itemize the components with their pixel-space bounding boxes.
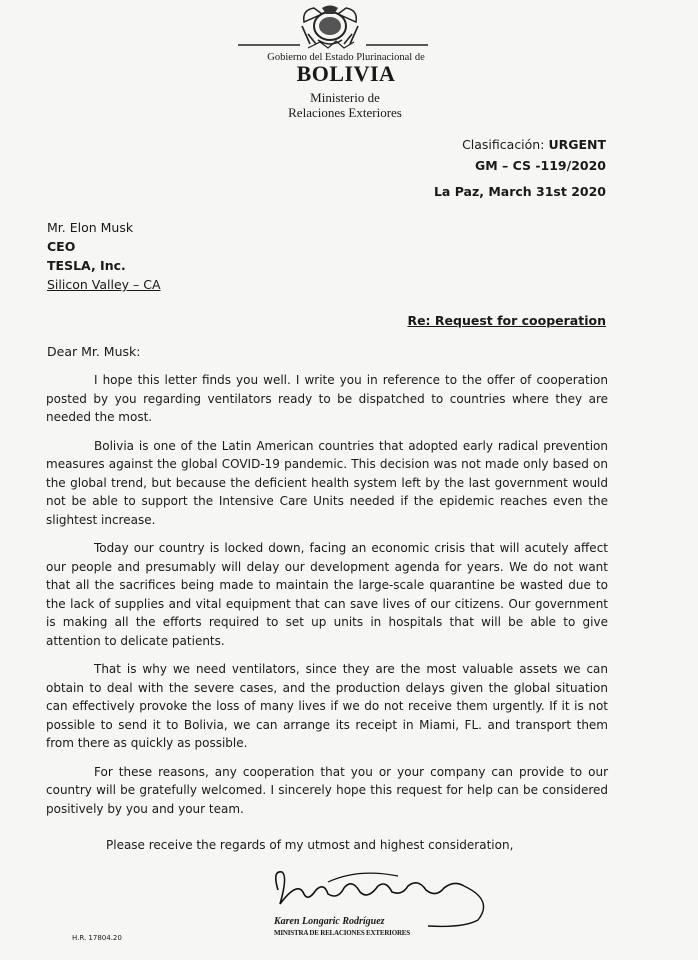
country-name: BOLIVIA [296,61,396,86]
letter-date: La Paz, March 31st 2020 [433,184,606,199]
header-ornament-icon [238,38,428,52]
recipient-location: Silicon Valley – CA [47,277,161,292]
signatory-title: MINISTRA DE RELACIONES EXTERIORES [274,929,410,937]
ministry-line-1: Ministerio de [310,90,380,105]
recipient-name: Mr. Elon Musk [47,220,134,235]
paragraph: Today our country is locked down, facing an economic crisis that will acutely affect our people and presumably will delay our development agenda for years. We do not want that all the sacrifices being made to maintain the large-scale quarantine be wasted due to the lack of supplies and vital equipment that can save lives of our citizens. Our government is making all the efforts required to set up units in hospitals that will be able to give attention to delicate patients. [46,541,608,648]
reference-number: GM – CS -119/2020 [474,158,606,173]
subject-line: Re: Request for cooperation [407,313,606,328]
ministry-line-2: Relaciones Exteriores [288,105,402,120]
recipient-company: TESLA, Inc. [47,258,126,273]
paragraph: Bolivia is one of the Latin American countries that adopted early radical prevention measures against the global COVID-19 pandemic. This decision was not made only based on the global trend, but because the deficient health system left by the last government would not be able to support the Intensive Care Units needed if the epidemic reaches even the slightest increase. [46,438,608,527]
recipient-address [47,218,161,294]
government-line: Gobierno del Estado Plurinacional de [267,52,425,63]
signatory-name: Karen Longaric Rodríguez [274,916,385,927]
paragraph: For these reasons, any cooperation that you or your company can provide to our country will be gratefully welcomed. I sincerely hope this request for help can be considered positively by you and your team. [46,764,608,816]
paragraph: I hope this letter finds you well. I write you in reference to the offer of cooperation posted by you regarding ventilators ready to be dispatched to countries where they are needed the most. [46,373,608,424]
paragraph: That is why we need ventilators, since they are the most valuable assets we can obtain to deal with the severe cases, and the production delays given the global situation can effectively provoke the loss of many lives if we do not receive them urgently. If it is not possible to send it to Bolivia, we can arrange its receipt in Miami, FL. and transport them from there as quickly as possible. [46,662,608,750]
classification [462,137,606,152]
recipient-title: CEO [47,239,76,254]
letter-body [46,371,608,828]
closing-line: Please receive the regards of my utmost and highest consideration, [106,838,514,852]
salutation: Dear Mr. Musk: [47,344,141,359]
footer-code: H.R. 17804.20 [72,934,122,942]
classification-value: URGENT [548,137,606,152]
ministry-name [0,90,694,120]
classification-label: Clasificación: [462,137,545,152]
